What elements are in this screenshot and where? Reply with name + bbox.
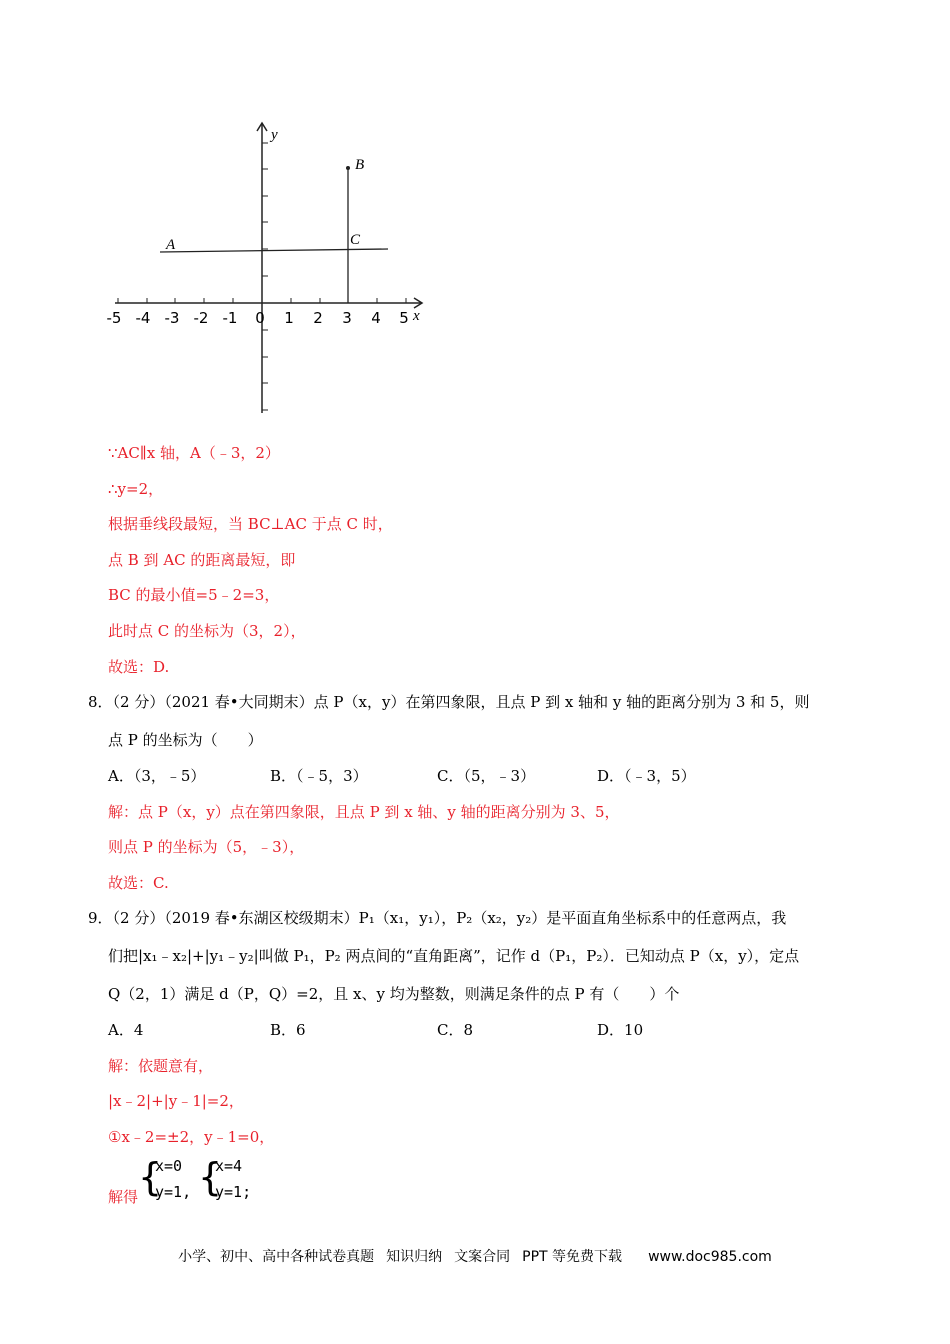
system1-eq2: y=1, bbox=[155, 1183, 192, 1201]
line-ac bbox=[160, 249, 388, 252]
y-axis-label: y bbox=[271, 127, 278, 143]
solution7-line: ∵AC∥x 轴，A（﹣3，2） bbox=[108, 444, 280, 462]
x-axis-label: x bbox=[413, 308, 420, 324]
x-tick-label: 5 bbox=[399, 309, 409, 327]
x-tick-label: -1 bbox=[222, 309, 238, 327]
x-tick-label: -3 bbox=[164, 309, 180, 327]
x-tick-label: 4 bbox=[371, 309, 381, 327]
question9-stem: Q（2，1）满足 d（P，Q）=2，且 x、y 均为整数，则满足条件的点 P 有（ ）个 bbox=[108, 985, 680, 1003]
footer-text: PPT 等免费下载 bbox=[522, 1249, 623, 1265]
q8-solution-line: 解：点 P（x，y）点在第四象限，且点 P 到 x 轴、y 轴的距离分别为 3、5， bbox=[108, 803, 620, 821]
q8-option-b: B．（﹣5，3） bbox=[270, 767, 368, 785]
point-b-dot bbox=[346, 166, 350, 170]
coordinate-graph bbox=[100, 115, 440, 425]
footer-text: 文案合同 bbox=[454, 1249, 511, 1265]
solution7-line: ∴y=2， bbox=[108, 480, 164, 498]
x-tick-label: 0 bbox=[255, 309, 265, 327]
footer-url[interactable]: www.doc985.com bbox=[648, 1249, 772, 1265]
system2-eq1: x=4 bbox=[215, 1157, 243, 1175]
system2-eq2: y=1; bbox=[215, 1183, 252, 1201]
x-tick-label: -5 bbox=[106, 309, 122, 327]
point-b-label: B bbox=[355, 157, 365, 173]
question9-stem: 们把|x₁﹣x₂|+|y₁﹣y₂|叫做 P₁，P₂ 两点间的“直角距离”，记作 d（P₁，P₂）．已知动点 P（x，y），定点 bbox=[108, 947, 800, 965]
point-a-label: A bbox=[166, 237, 176, 253]
left-brace-2: { bbox=[198, 1155, 223, 1199]
question8-stem: 8．（2 分）（2021 春•大同期末）点 P（x，y）在第四象限，且点 P 到 x 轴和 y 轴的距离分别为 3 和 5，则 bbox=[88, 693, 810, 711]
footer-text: 知识归纳 bbox=[386, 1249, 443, 1265]
solution7-line: 故选：D. bbox=[108, 658, 170, 676]
q9-option-d: D．10 bbox=[597, 1021, 644, 1039]
q9-solution-line: 解：依题意有， bbox=[108, 1057, 214, 1075]
question9-stem: 9．（2 分）（2019 春•东湖区校级期末）P₁（x₁，y₁），P₂（x₂，y₂）是平面直角坐标系中的任意两点，我 bbox=[88, 909, 787, 927]
q8-option-c: C．（5，﹣3） bbox=[437, 767, 536, 785]
x-tick-label: 3 bbox=[342, 309, 352, 327]
footer-text: 小学、初中、高中各种试卷真题 bbox=[178, 1249, 375, 1265]
q9-solution-line: |x﹣2|+|y﹣1|=2， bbox=[108, 1092, 244, 1110]
y-ticks bbox=[262, 143, 268, 410]
q8-solution-line: 故选：C. bbox=[108, 874, 169, 892]
point-c-label: C bbox=[350, 232, 361, 248]
page-footer bbox=[0, 1246, 950, 1266]
q9-solution-line: ①x﹣2=±2，y﹣1=0， bbox=[108, 1128, 275, 1146]
q8-solution-line: 则点 P 的坐标为（5，﹣3）， bbox=[108, 838, 305, 856]
solution7-line: 点 B 到 AC 的距离最短，即 bbox=[108, 551, 296, 569]
x-tick-label: 1 bbox=[284, 309, 294, 327]
question8-stem: 点 P 的坐标为（ ） bbox=[108, 731, 263, 749]
solution7-line: BC 的最小值=5﹣2=3， bbox=[108, 586, 280, 604]
left-brace-1: { bbox=[138, 1155, 163, 1199]
q8-option-d: D．（﹣3，5） bbox=[597, 767, 696, 785]
x-tick-label: -2 bbox=[193, 309, 209, 327]
solve-label: 解得 bbox=[108, 1188, 139, 1206]
solution7-line: 根据垂线段最短，当 BC⊥AC 于点 C 时， bbox=[108, 515, 393, 533]
solution7-line: 此时点 C 的坐标为（3，2）， bbox=[108, 622, 306, 640]
q9-option-a: A．4 bbox=[108, 1021, 144, 1039]
q9-option-c: C．8 bbox=[437, 1021, 474, 1039]
q8-option-a: A．（3，﹣5） bbox=[108, 767, 206, 785]
x-tick-label: -4 bbox=[135, 309, 151, 327]
q9-option-b: B．6 bbox=[270, 1021, 306, 1039]
x-tick-label: 2 bbox=[313, 309, 323, 327]
system1-eq1: x=0 bbox=[155, 1157, 183, 1175]
